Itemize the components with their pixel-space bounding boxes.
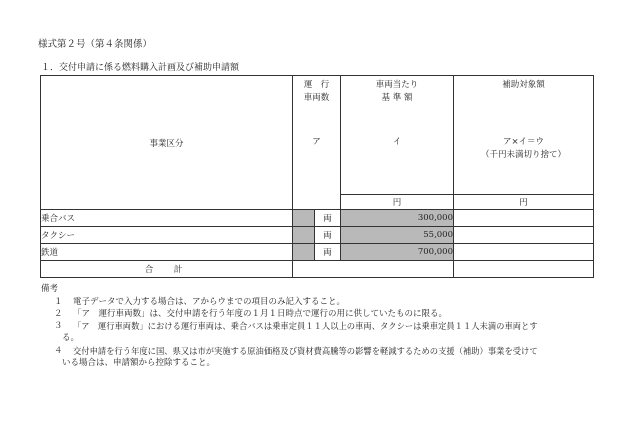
header-per-vehicle-symbol: イ	[392, 137, 402, 147]
header-vehicles-symbol: ア	[312, 137, 321, 147]
subsidy-input[interactable]	[454, 210, 594, 227]
note-text: 交付申請を行う年度に国、県又は市が実施する原油価格及び資材費高騰等の影響を軽減するための支援（補助）事業を受けて	[73, 346, 538, 356]
application-table	[40, 75, 594, 278]
notes-heading: 備考	[41, 284, 59, 294]
row-unit: 両	[315, 210, 341, 227]
header-subsidy	[454, 76, 594, 195]
header-category: 事業区分	[41, 76, 293, 210]
row-category: 乗合バス	[41, 210, 293, 227]
section-title: １．交付申請に係る燃料購入計画及び補助申請額	[41, 63, 240, 73]
note-text: 電子データで入力する場合は、アからウまでの項目のみ記入すること。	[73, 297, 346, 307]
subsidy-input[interactable]	[454, 244, 594, 261]
header-per-vehicle	[341, 76, 454, 195]
form-label: 様式第２号（第４条関係）	[38, 39, 153, 50]
note-number: ３	[54, 321, 63, 331]
vehicles-input[interactable]	[293, 210, 315, 227]
note-number: ２	[54, 309, 63, 319]
header-per-vehicle-line2: 基 準 額	[381, 93, 413, 103]
vehicles-input[interactable]	[293, 227, 315, 244]
note-text: 「ア 運行車両数」における運行車両は、乗合バスは乗車定員１１人以上の車両、タクシーは乗車定員１１人未満の車両とす	[73, 321, 538, 331]
header-subsidy-note: （千円未満切り捨て）	[480, 150, 566, 160]
note-text: 「ア 運行車両数」は、交付申請を行う年度の１月１日時点で運行の用に供していたものに限る。	[73, 309, 448, 319]
unit-yen-base: 円	[341, 195, 454, 210]
row-base-amount: 700,000	[341, 244, 454, 261]
unit-yen-subsidy: 円	[454, 195, 594, 210]
total-merged-cell	[293, 261, 454, 278]
note-text-continued: る。	[62, 333, 80, 343]
header-vehicles-line2: 車両数	[303, 93, 330, 103]
total-row	[41, 261, 594, 278]
header-subsidy-formula: ア×イ＝ウ	[502, 137, 545, 147]
row-unit: 両	[315, 244, 341, 261]
row-category: タクシー	[41, 227, 293, 244]
vehicles-input[interactable]	[293, 244, 315, 261]
header-subsidy-line1: 補助対象額	[502, 80, 545, 90]
table-row	[41, 227, 594, 244]
header-vehicles-line1: 運 行	[303, 80, 330, 90]
subsidy-input[interactable]	[454, 227, 594, 244]
total-label: 合 計	[41, 261, 293, 278]
row-base-amount: 55,000	[341, 227, 454, 244]
header-vehicles	[293, 76, 341, 210]
total-subsidy-input[interactable]	[454, 261, 594, 278]
table-row	[41, 244, 594, 261]
table-row	[41, 210, 594, 227]
note-text-continued: いる場合は、申請額から控除すること。	[62, 358, 216, 368]
note-number: １	[54, 297, 63, 307]
row-category: 鉄道	[41, 244, 293, 261]
row-base-amount: 300,000	[341, 210, 454, 227]
note-number: ４	[54, 346, 63, 356]
header-per-vehicle-line1: 車両当たり	[375, 80, 419, 90]
row-unit: 両	[315, 227, 341, 244]
